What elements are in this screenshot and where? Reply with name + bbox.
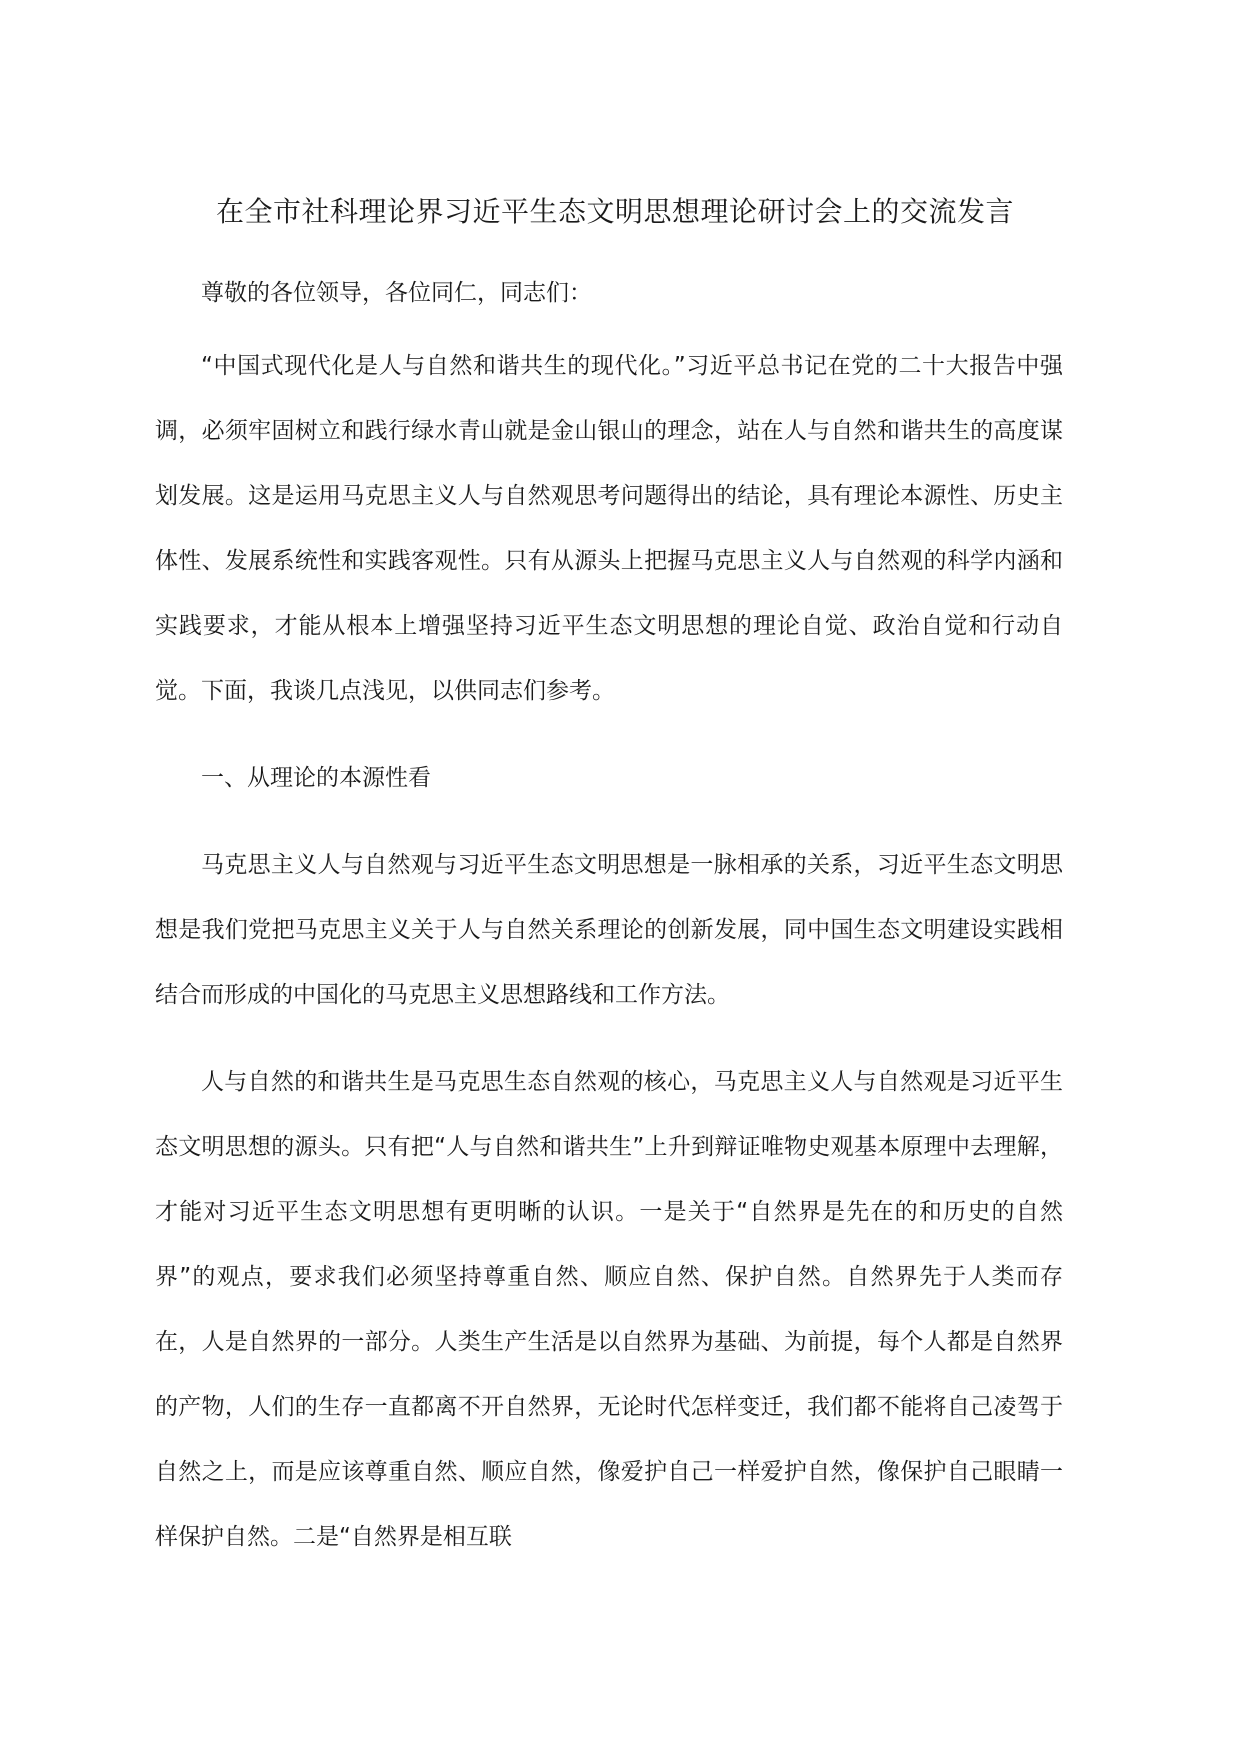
section-1-paragraph-1: 马克思主义人与自然观与习近平生态文明思想是一脉相承的关系，习近平生态文明思想是我们党把马克思主义关于人与自然关系理论的创新发展，同中国生态文明建设实践相结合而形成的中国化的马克思主义思想路线和工作方法。 [155,852,1063,1008]
intro-paragraph: “中国式现代化是人与自然和谐共生的现代化。”习近平总书记在党的二十大报告中强调，必须牢固树立和践行绿水青山就是金山银山的理念，站在人与自然和谐共生的高度谋划发展。这是运用马克思主义人与自然观思考问题得出的结论，具有理论本源性、历史主体性、发展系统性和实践客观性。只有从源头上把握马克思主义人与自然观的科学内涵和实践要求，才能从根本上增强坚持习近平生态文明思想的理论自觉、政治自觉和行动自觉。下面，我谈几点浅见，以供同志们参考。 [155,353,1063,704]
section-heading-1: 一、从理论的本源性看 [201,765,431,791]
salutation: 尊敬的各位领导，各位同仁，同志们： [201,280,592,306]
section-1-paragraph-2: 人与自然的和谐共生是马克思生态自然观的核心，马克思主义人与自然观是习近平生态文明思想的源头。只有把“人与自然和谐共生”上升到辩证唯物史观基本原理中去理解，才能对习近平生态文明思想有更明晰的认识。一是关于“自然界是先在的和历史的自然界”的观点，要求我们必须坚持尊重自然、顺应自然、保护自然。自然界先于人类而存在，人是自然界的一部分。人类生产生活是以自然界为基础、为前提，每个人都是自然界的产物，人们的生存一直都离不开自然界，无论时代怎样变迁，我们都不能将自己凌驾于自然之上，而是应该尊重自然、顺应自然，像爱护自己一样爱护自然，像保护自己眼睛一样保护自然。二是“自然界是相互联 [155,1069,1063,1550]
document-title: 在全市社科理论界习近平生态文明思想理论研讨会上的交流发言 [215,195,1014,228]
document-body [155,274,1063,1592]
